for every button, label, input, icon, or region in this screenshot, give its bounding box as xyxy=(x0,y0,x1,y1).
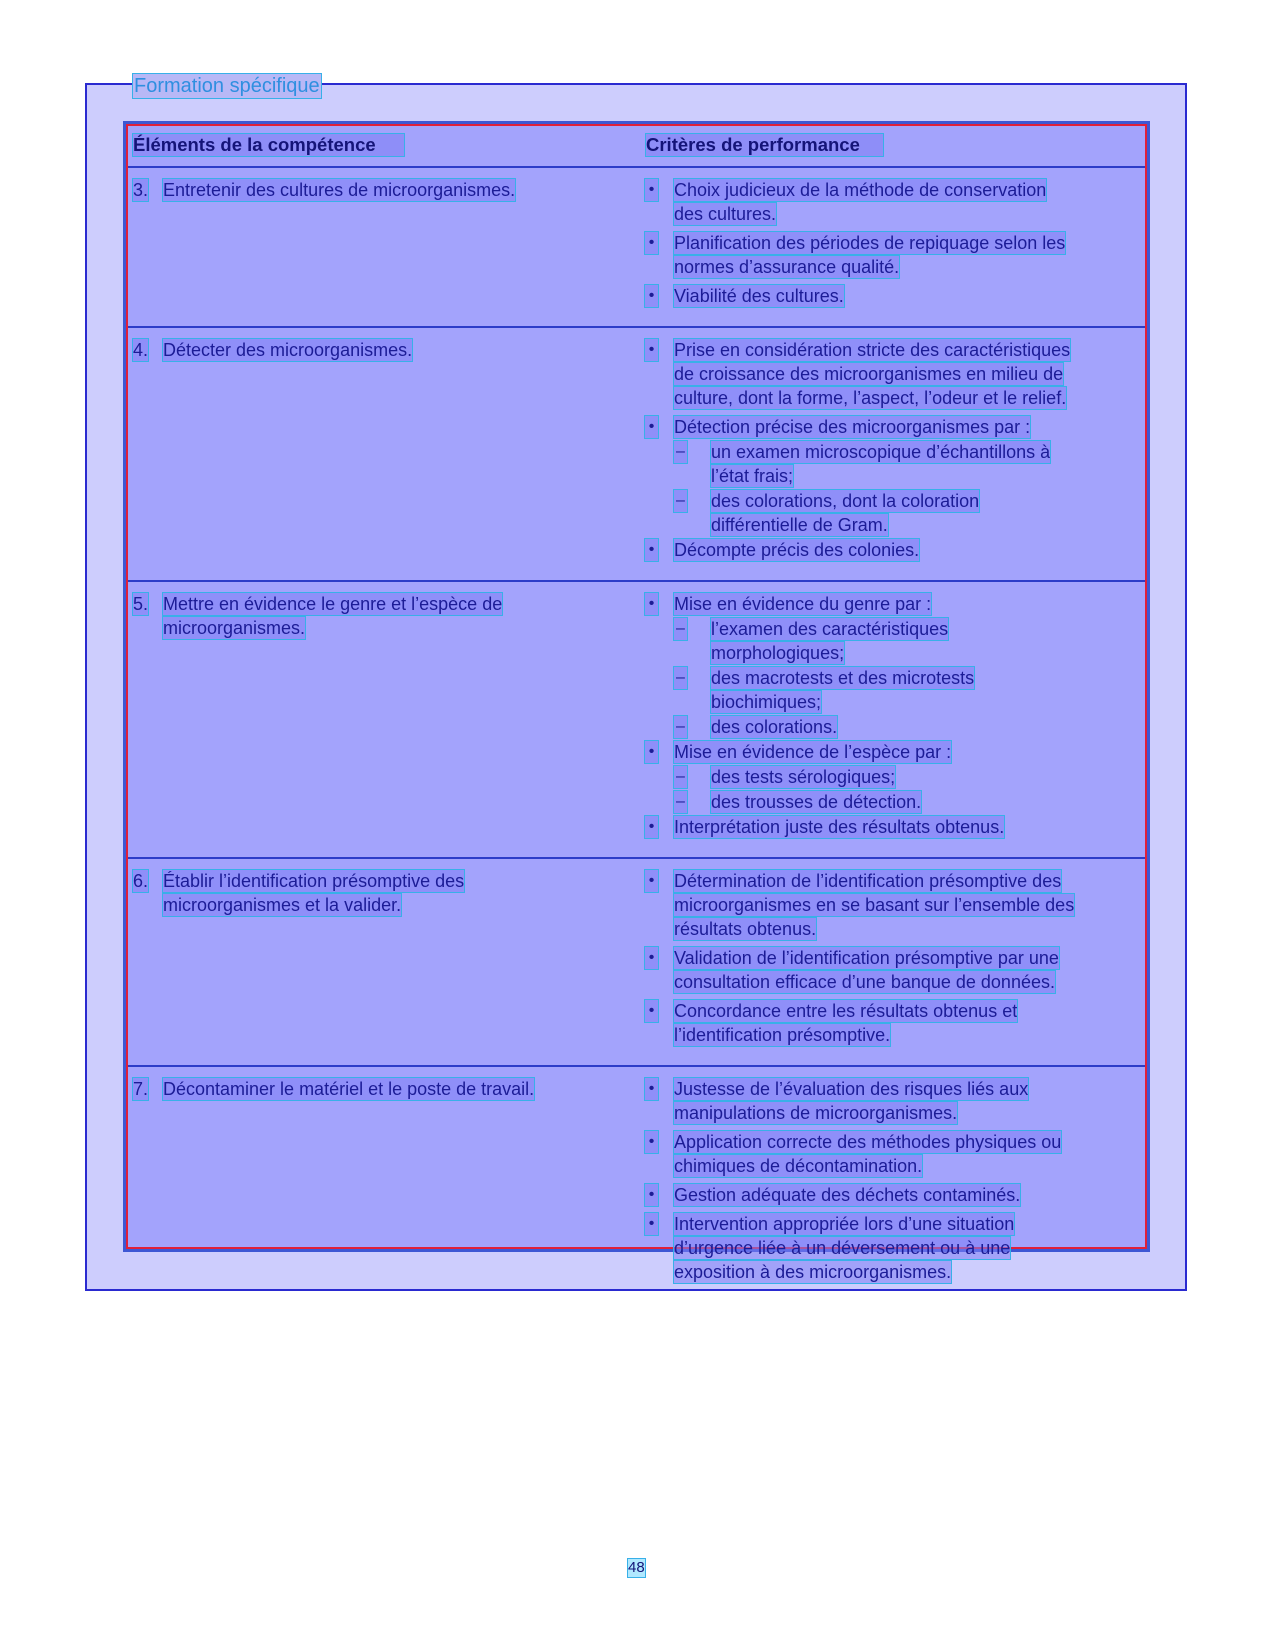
criterion-text: Application correcte des méthodes physiques ou xyxy=(674,1132,1062,1152)
bullet-marker: • xyxy=(645,179,658,201)
dash-marker: – xyxy=(674,490,687,512)
criterion-text: biochimiques; xyxy=(711,692,822,712)
criterion-text: des colorations. xyxy=(711,717,838,737)
criterion-text: de croissance des microorganismes en milieu de xyxy=(674,364,1064,384)
criterion-text: Mise en évidence de l’espèce par : xyxy=(674,742,952,762)
element-text: Mettre en évidence le genre et l’espèce de xyxy=(163,594,503,614)
criterion-text: Prise en considération stricte des caractéristiques xyxy=(674,340,1071,360)
criterion-text: différentielle de Gram. xyxy=(711,515,888,535)
element-number: 5. xyxy=(133,594,149,614)
criterion-text: des colorations, dont la coloration xyxy=(711,491,980,511)
criterion-text: normes d’assurance qualité. xyxy=(674,257,900,277)
row-divider xyxy=(128,857,1145,859)
criterion-text: Justesse de l’évaluation des risques liés aux xyxy=(674,1079,1029,1099)
criterion-text: d’urgence liée à un déversement ou à une xyxy=(674,1238,1011,1258)
row-divider xyxy=(128,580,1145,582)
criterion-text: Planification des périodes de repiquage selon les xyxy=(674,233,1066,253)
bullet-marker: • xyxy=(645,947,658,969)
bullet-marker: • xyxy=(645,1078,658,1100)
dash-marker: – xyxy=(674,667,687,689)
bullet-marker: • xyxy=(645,593,658,615)
criterion-text: Interprétation juste des résultats obtenus. xyxy=(674,817,1005,837)
criterion-text: Mise en évidence du genre par : xyxy=(674,594,932,614)
element-text: microorganismes et la valider. xyxy=(163,895,402,915)
page-number: 48 xyxy=(628,1559,645,1576)
bullet-marker: • xyxy=(645,1213,658,1235)
criterion-text: Viabilité des cultures. xyxy=(674,286,844,306)
element-text: Entretenir des cultures de microorganismes. xyxy=(163,180,516,200)
bullet-marker: • xyxy=(645,1131,658,1153)
element-number: 7. xyxy=(133,1079,149,1099)
criterion-text: morphologiques; xyxy=(711,643,845,663)
bullet-marker: • xyxy=(645,539,658,561)
criterion-text: des cultures. xyxy=(674,204,777,224)
element-text: Détecter des microorganismes. xyxy=(163,340,413,360)
element-number: 6. xyxy=(133,871,149,891)
criterion-text: Détection précise des microorganismes par : xyxy=(674,417,1031,437)
criterion-text: Détermination de l’identification présomptive des xyxy=(674,871,1062,891)
dash-marker: – xyxy=(674,618,687,640)
bullet-marker: • xyxy=(645,816,658,838)
bullet-marker: • xyxy=(645,285,658,307)
element-text: microorganismes. xyxy=(163,618,306,638)
bullet-marker: • xyxy=(645,870,658,892)
bullet-marker: • xyxy=(645,232,658,254)
element-text: Établir l’identification présomptive des xyxy=(163,871,465,891)
bullet-marker: • xyxy=(645,741,658,763)
section-title: Formation spécifique xyxy=(134,75,320,97)
criterion-text: des macrotests et des microtests xyxy=(711,668,975,688)
criterion-text: Concordance entre les résultats obtenus et xyxy=(674,1001,1018,1021)
element-number: 4. xyxy=(133,340,149,360)
criterion-text: exposition à des microorganismes. xyxy=(674,1262,952,1282)
criterion-text: des tests sérologiques; xyxy=(711,767,896,787)
element-text: Décontaminer le matériel et le poste de travail. xyxy=(163,1079,535,1099)
criterion-text: résultats obtenus. xyxy=(674,919,817,939)
criterion-text: un examen microscopique d’échantillons à xyxy=(711,442,1051,462)
dash-marker: – xyxy=(674,441,687,463)
bullet-marker: • xyxy=(645,416,658,438)
criterion-text: manipulations de microorganismes. xyxy=(674,1103,958,1123)
dash-marker: – xyxy=(674,766,687,788)
criterion-text: culture, dont la forme, l’aspect, l’odeur et le relief. xyxy=(674,388,1067,408)
element-number: 3. xyxy=(133,180,149,200)
criterion-text: chimiques de décontamination. xyxy=(674,1156,923,1176)
criterion-text: des trousses de détection. xyxy=(711,792,922,812)
criterion-text: microorganismes en se basant sur l’ensemble des xyxy=(674,895,1075,915)
bullet-marker: • xyxy=(645,339,658,361)
column-header-elements: Éléments de la compétence xyxy=(133,134,404,156)
row-divider xyxy=(128,1065,1145,1067)
bullet-marker: • xyxy=(645,1184,658,1206)
criterion-text: Intervention appropriée lors d’une situation xyxy=(674,1214,1015,1234)
dash-marker: – xyxy=(674,716,687,738)
criterion-text: consultation efficace d’une banque de données. xyxy=(674,972,1055,992)
dash-marker: – xyxy=(674,791,687,813)
row-divider xyxy=(128,326,1145,328)
criterion-text: l’identification présomptive. xyxy=(674,1025,891,1045)
criterion-text: Choix judicieux de la méthode de conservation xyxy=(674,180,1047,200)
criterion-text: Décompte précis des colonies. xyxy=(674,540,920,560)
criterion-text: l’état frais; xyxy=(711,466,794,486)
criterion-text: l’examen des caractéristiques xyxy=(711,619,949,639)
row-divider xyxy=(128,166,1145,168)
bullet-marker: • xyxy=(645,1000,658,1022)
criterion-text: Gestion adéquate des déchets contaminés. xyxy=(674,1185,1021,1205)
column-header-criteria: Critères de performance xyxy=(646,134,883,156)
criterion-text: Validation de l’identification présomptive par une xyxy=(674,948,1059,968)
